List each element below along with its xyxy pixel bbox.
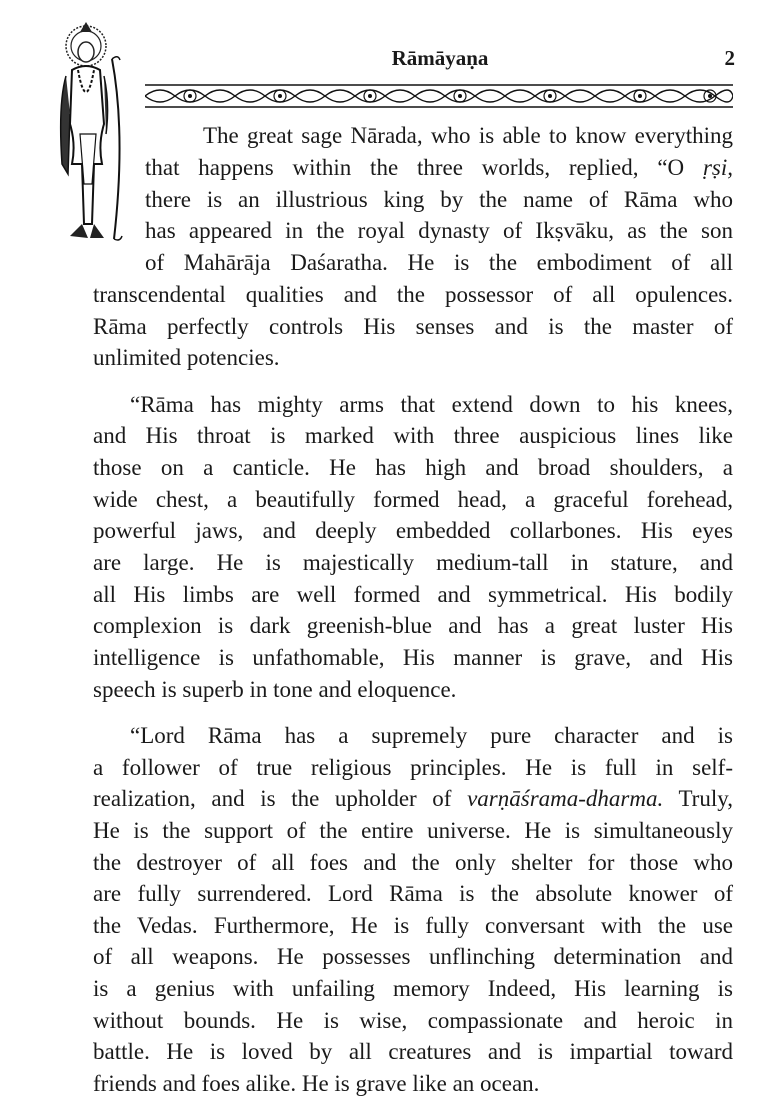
text-span: Truly,: [663, 786, 733, 811]
page-number: 2: [724, 46, 735, 70]
text-line: there is an illustrious king by the name of Rāma who: [145, 187, 733, 212]
text-line: battle. He is loved by all creatures and is impartial toward: [93, 1039, 733, 1064]
text-line: The great sage Nārada, who is able to know everything: [203, 123, 733, 148]
running-header: [145, 46, 735, 74]
text-line: transcendental qualities and the possessor of all opulences.: [93, 282, 733, 307]
floral-border-icon: [145, 82, 733, 110]
text-line: are large. He is majestically medium-tall in stature, and: [93, 550, 733, 575]
rama-figure-icon: [48, 14, 130, 250]
text-line: powerful jaws, and deeply embedded collarbones. His eyes: [93, 518, 733, 543]
text-line: those on a canticle. He has high and broad shoulders, a: [93, 455, 733, 480]
text-line: “Lord Rāma has a supremely pure character and is: [130, 723, 733, 748]
text-line: [93, 784, 733, 814]
text-line: without bounds. He is wise, compassionate and heroic in: [93, 1008, 733, 1033]
term-varnasrama-dharma: varṇāśrama-dharma.: [467, 786, 664, 811]
text-line: is a genius with unfailing memory Indeed, His learning is: [93, 976, 733, 1001]
term-rsi: ṛṣi,: [702, 155, 733, 180]
book-title: Rāmāyaṇa: [391, 46, 489, 70]
text-line: the Vedas. Furthermore, He is fully conversant with the use: [93, 913, 733, 938]
text-line: the destroyer of all foes and the only shelter for those who: [93, 850, 733, 875]
text-line: wide chest, a beautifully formed head, a graceful forehead,: [93, 487, 733, 512]
text-line: intelligence is unfathomable, His manner is grave, and His: [93, 645, 733, 670]
text-line: has appeared in the royal dynasty of Ikṣvāku, as the son: [145, 218, 733, 243]
text-line: and His throat is marked with three auspicious lines like: [93, 423, 733, 448]
text-line: “Rāma has mighty arms that extend down to his knees,: [130, 392, 733, 417]
text-line: complexion is dark greenish-blue and has a great luster His: [93, 613, 733, 638]
text-line: speech is superb in tone and eloquence.: [93, 677, 457, 702]
text-line: unlimited potencies.: [93, 345, 280, 370]
text-line: of all weapons. He possesses unflinching determination and: [93, 944, 733, 969]
text-line: a follower of true religious principles. He is full in self-: [93, 755, 733, 780]
text-line: all His limbs are well formed and symmetrical. His bodily: [93, 582, 733, 607]
text-line: that happens within the three worlds, replied, “O ṛṣi,: [145, 155, 733, 180]
text-line: Rāma perfectly controls His senses and is the master of: [93, 314, 733, 339]
text-line: of Mahārāja Daśaratha. He is the embodiment of all: [145, 250, 733, 275]
text-line: He is the support of the entire universe. He is simultaneously: [93, 818, 733, 843]
text-line: are fully surrendered. Lord Rāma is the absolute knower of: [93, 881, 733, 906]
text-span: realization, and is the upholder of: [93, 786, 468, 811]
text-line: friends and foes alike. He is grave like an ocean.: [93, 1071, 540, 1096]
